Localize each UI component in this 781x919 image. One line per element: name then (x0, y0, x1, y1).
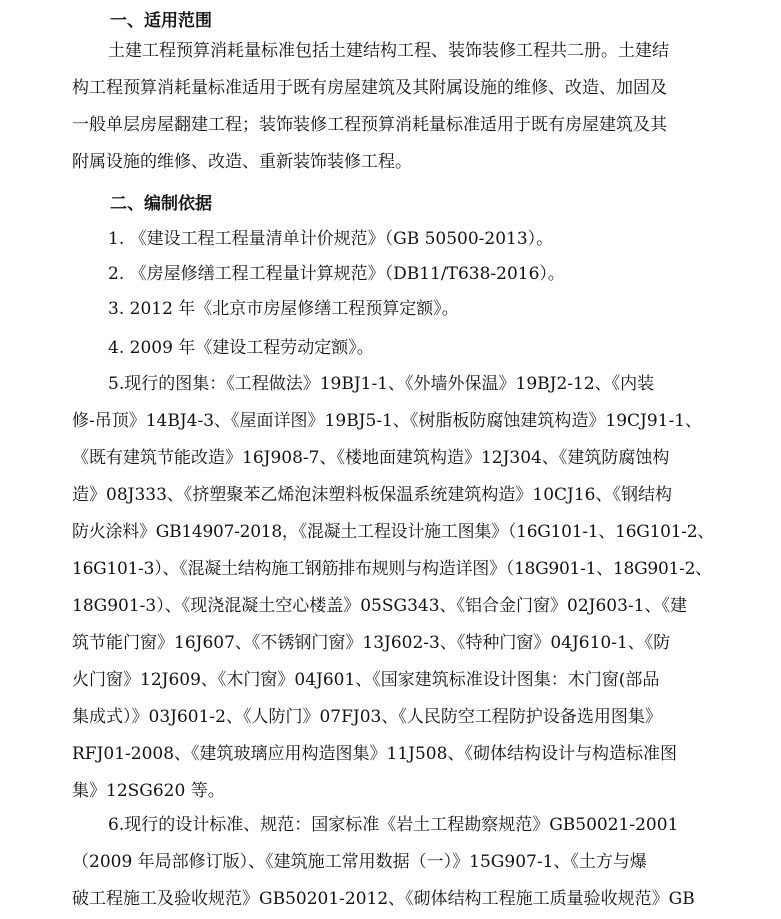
paragraph-line: 造》08J333、《挤塑聚苯乙烯泡沫塑料板保温系统建筑构造》10CJ16、《钢结构 (72, 485, 672, 505)
paragraph-line: 土建工程预算消耗量标准包括土建结构工程、装饰装修工程共二册。土建结 (108, 41, 669, 61)
paragraph-line: 破工程施工及验收规范》GB50201-2012、《砌体结构工程施工质量验收规范》GB (72, 889, 695, 909)
paragraph-line: （2009 年局部修订版）、《建筑施工常用数据（一）》15G907-1、《土方与爆 (72, 852, 647, 872)
paragraph-line: 集成式）》03J601-2、《人防门》07FJ03、《人民防空工程防护设备选用图集》 (72, 707, 662, 727)
list-item: 4. 2009 年《建设工程劳动定额》。 (108, 338, 374, 358)
list-item: 2. 《房屋修缮工程工程量计算规范》（DB11/T638-2016）。 (108, 264, 565, 284)
standards-paragraph (72, 807, 712, 918)
list-item: 3. 2012 年《北京市房屋修缮工程预算定额》。 (108, 299, 459, 319)
paragraph-line: 筑节能门窗》16J607、《不锈钢门窗》13J602-3、《特种门窗》04J610-1、《防 (72, 633, 671, 653)
paragraph-line: 一般单层房屋翻建工程；装饰装修工程预算消耗量标准适用于既有房屋建筑及其 (72, 115, 667, 135)
section-heading-scope: 一、适用范围 (110, 11, 212, 31)
section-heading-basis: 二、编制依据 (110, 194, 212, 214)
paragraph-line: 火门窗》12J609、《木门窗》04J601、《国家建筑标准设计图集：木门窗(部品 (72, 670, 660, 690)
paragraph-line: 《既有建筑节能改造》16J908-7、《楼地面建筑构造》12J304、《建筑防腐蚀构 (72, 448, 670, 468)
paragraph-line: 附属设施的维修、改造、重新装饰装修工程。 (72, 152, 412, 172)
paragraph-line: 6.现行的设计标准、规范：国家标准《岩土工程勘察规范》GB50021-2001 (108, 815, 679, 835)
paragraph-line: 修-吊顶》14BJ4-3、《屋面详图》19BJ5-1、《树脂板防腐蚀建筑构造》19CJ91-1、 (72, 411, 703, 431)
list-item: 1. 《建设工程工程量清单计价规范》（GB 50500-2013）。 (108, 229, 554, 249)
atlas-paragraph (72, 366, 715, 810)
scope-paragraph (72, 33, 712, 181)
paragraph-line: 防火涂料》GB14907-2018，《混凝土工程设计施工图集》（16G101-1、16G101-2、 (72, 522, 715, 542)
paragraph-line: 18G901-3）、《现浇混凝土空心楼盖》05SG343、《铝合金门窗》02J603-1、《建 (72, 596, 687, 616)
paragraph-line: 构工程预算消耗量标准适用于既有房屋建筑及其附属设施的维修、改造、加固及 (72, 78, 667, 98)
paragraph-line: RFJ01-2008、《建筑玻璃应用构造图集》11J508、《砌体结构设计与构造标准图 (72, 744, 677, 764)
paragraph-line: 5.现行的图集：《工程做法》19BJ1-1、《外墙外保温》19BJ2-12、《内装 (108, 374, 655, 394)
paragraph-line: 16G101-3）、《混凝土结构施工钢筋排布规则与构造详图》（18G901-1、18G901-2、 (72, 559, 712, 579)
paragraph-line: 集》12SG620 等。 (72, 781, 225, 801)
